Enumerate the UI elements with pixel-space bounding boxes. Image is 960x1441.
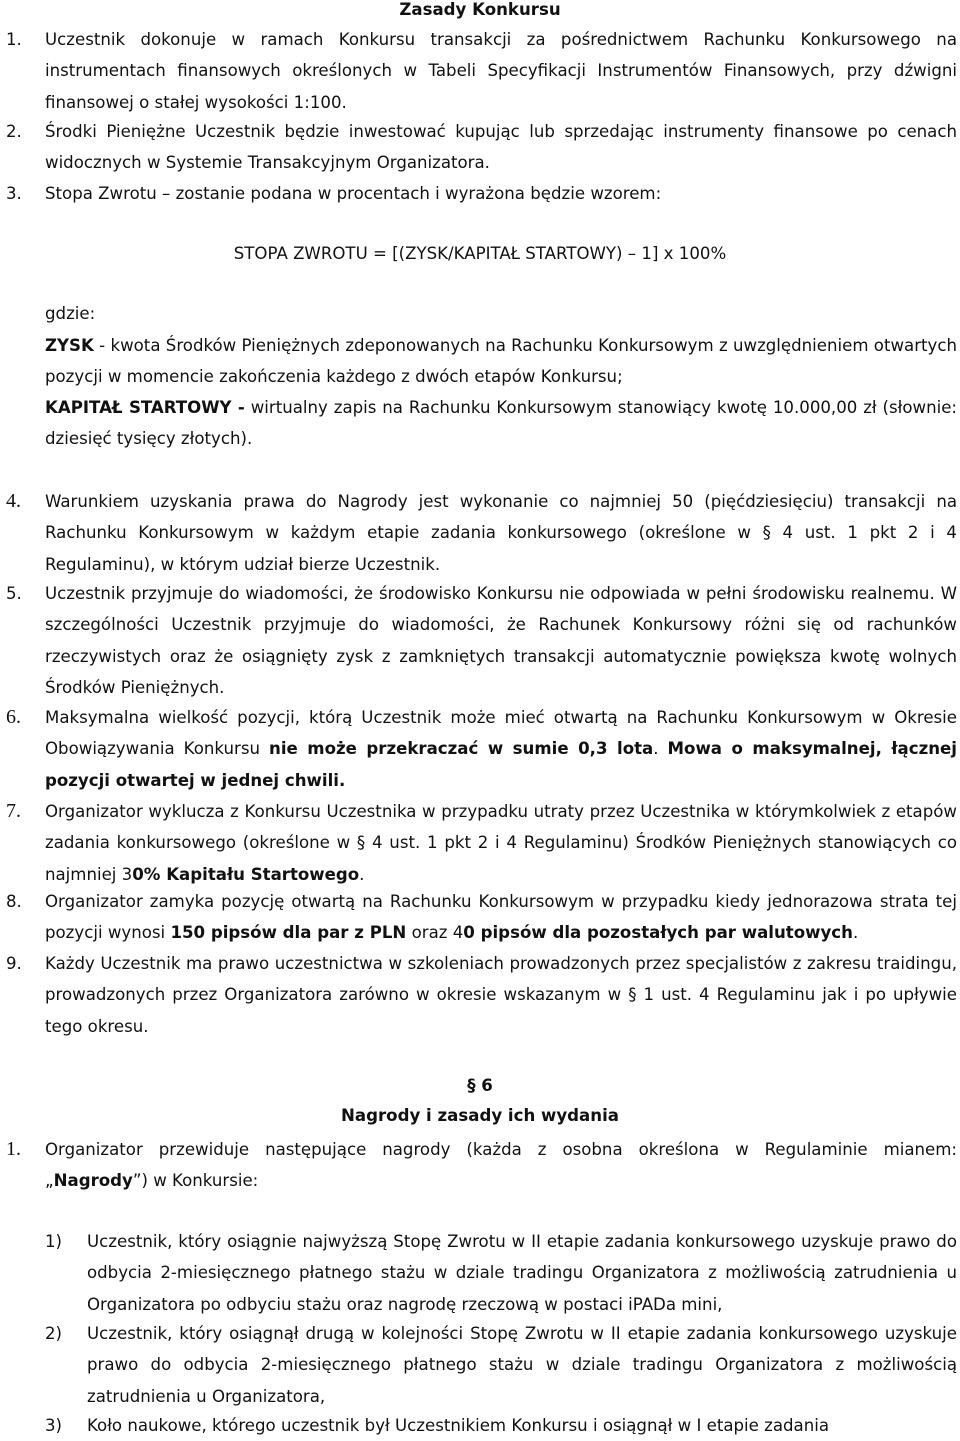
list-item-text: Uczestnik dokonuje w ramach Konkursu transakcji za pośrednictwem Rachunku Konkursowego na instrumentach finansowych określonych w Tabeli Specyfikacji Instrumentów Finansowych, przy dźwigni finansowej o stałej wysokości 1:100. bbox=[45, 30, 957, 112]
definition-kapital bbox=[45, 392, 957, 455]
text-run: . bbox=[359, 864, 365, 884]
list-item-text: Każdy Uczestnik ma prawo uczestnictwa w szkoleniach prowadzonych przez specjalistów z zakresu traidingu, prowadzonych przez Organizatora zarówno w okresie wskazanym w § 1 ust. 4 Regulaminu jak i po upływie tego okresu. bbox=[45, 954, 957, 1036]
list-item-text bbox=[45, 796, 957, 890]
sublist-item-text: Uczestnik, który osiągnął drugą w kolejności Stopę Zwrotu w II etapie zadania konkursowego uzyskuje prawo do odbycia 2-miesięcznego płatnego stażu w dziale tradingu Organizatora z możliwością zatrudnienia u Organizatora, bbox=[87, 1324, 957, 1406]
list-number: 5. bbox=[6, 584, 22, 603]
emphasis-text: nie może przekraczać w sumie 0,3 lota bbox=[269, 739, 654, 759]
text-run: . bbox=[653, 739, 668, 759]
text-run: Organizator przewiduje następujące nagrody (każda z osobna określona w Regulaminie mianem: „ bbox=[45, 1140, 957, 1191]
list-number: 2. bbox=[6, 122, 22, 141]
text-run: oraz 4 bbox=[406, 923, 464, 943]
section-number: § 6 bbox=[467, 1076, 493, 1095]
emphasis-text: Mowa o maksymalnej, łącznej pozycji otwartej w jednej chwili. bbox=[45, 739, 957, 790]
list-item-text: Uczestnik przyjmuje do wiadomości, że środowisko Konkursu nie odpowiada w pełni środowisku realnemu. W szczególności Uczestnik przyjmuje do wiadomości, że Rachunek Konkursowy różni się od rachunków rzeczywistych oraz że osiągnięty zysk z zamkniętych transakcji automatycznie powiększa kwotę wolnych Środków Pieniężnych. bbox=[45, 584, 957, 697]
sublist-number: 2) bbox=[45, 1324, 63, 1343]
list-number: 1. bbox=[6, 30, 22, 49]
document-heading: Zasady Konkursu bbox=[399, 0, 561, 19]
list-item-text: Warunkiem uzyskania prawa do Nagrody jest wykonanie co najmniej 50 (pięćdziesięciu) transakcji na Rachunku Konkursowym w każdym etapie zadania konkursowego (określone w § 4 ust. 1 pkt 2 i 4 Regulaminu), w którym udział bierze Uczestnik. bbox=[45, 492, 957, 574]
list-number: 8. bbox=[6, 892, 22, 911]
definition-zysk bbox=[45, 330, 957, 393]
definitions-intro: gdzie: bbox=[45, 304, 96, 323]
definition-text: - kwota Środków Pieniężnych zdeponowanych na Rachunku Konkursowym z uwzględnieniem otwartych pozycji w momencie zakończenia każdego z dwóch etapów Konkursu; bbox=[45, 336, 957, 387]
formula: STOPA ZWROTU = [(ZYSK/KAPITAŁ STARTOWY) – 1] x 100% bbox=[233, 244, 727, 263]
text-run: Organizator wyklucza z Konkursu Uczestnika w przypadku utraty przez Uczestnika w którymkolwiek z etapów zadania konkursowego (określone w § 4 ust. 1 pkt 2 i 4 Regulaminu) Środków Pieniężnych stanowiących co najmniej 3 bbox=[45, 802, 957, 884]
text-run: . bbox=[852, 923, 859, 943]
list-item-text bbox=[45, 1134, 957, 1197]
text-run: Maksymalna wielkość pozycji, którą Uczestnik może mieć otwartą na Rachunku Konkursowym w Okresie Obowiązywania Konkursu bbox=[45, 708, 957, 759]
list-item-text: Stopa Zwrotu – zostanie podana w procentach i wyrażona będzie wzorem: bbox=[45, 184, 662, 203]
list-number: 9. bbox=[6, 954, 22, 973]
text-run: ”) w Konkursie: bbox=[132, 1171, 259, 1191]
sublist-item-text: Uczestnik, który osiągnie najwyższą Stopę Zwrotu w II etapie zadania konkursowego uzyskuje prawo do odbycia 2-miesięcznego płatnego stażu w dziale tradingu Organizatora z możliwością zatrudnienia u Organizatora po odbyciu stażu oraz nagrodę rzeczową w postaci iPADa mini, bbox=[87, 1232, 957, 1314]
list-number: 3. bbox=[6, 184, 22, 203]
list-number: 1. bbox=[6, 1138, 21, 1160]
emphasis-text: 0% Kapitału Startowego bbox=[132, 864, 360, 884]
list-number: 6. bbox=[6, 706, 21, 728]
definition-text: wirtualny zapis na Rachunku Konkursowym stanowiący kwotę 10.000,00 zł (słownie: dziesięć tysięcy złotych). bbox=[45, 398, 957, 449]
list-item-text bbox=[45, 886, 957, 949]
list-item-text: Środki Pieniężne Uczestnik będzie inwestować kupując lub sprzedając instrumenty finansowe po cenach widocznych w Systemie Transakcyjnym Organizatora. bbox=[45, 122, 957, 173]
section-title: Nagrody i zasady ich wydania bbox=[341, 1106, 619, 1125]
emphasis-text: 0 pipsów dla pozostałych par walutowych bbox=[463, 923, 853, 943]
emphasis-text: Nagrody bbox=[53, 1171, 133, 1191]
sublist-number: 1) bbox=[45, 1232, 63, 1251]
text-run: Organizator zamyka pozycję otwartą na Rachunku Konkursowym w przypadku kiedy jednorazowa strata tej pozycji wynosi bbox=[45, 892, 957, 943]
definition-term: ZYSK bbox=[45, 336, 94, 355]
definition-term: KAPITAŁ STARTOWY - bbox=[45, 398, 245, 417]
sublist-number: 3) bbox=[45, 1416, 63, 1435]
sublist-item-text: Koło naukowe, którego uczestnik był Uczestnikiem Konkursu i osiągnął w I etapie zadania bbox=[87, 1416, 830, 1435]
list-item-text bbox=[45, 702, 957, 796]
emphasis-text: 150 pipsów dla par z PLN bbox=[170, 923, 407, 943]
list-number: 4. bbox=[6, 490, 21, 512]
list-number: 7. bbox=[6, 800, 21, 822]
